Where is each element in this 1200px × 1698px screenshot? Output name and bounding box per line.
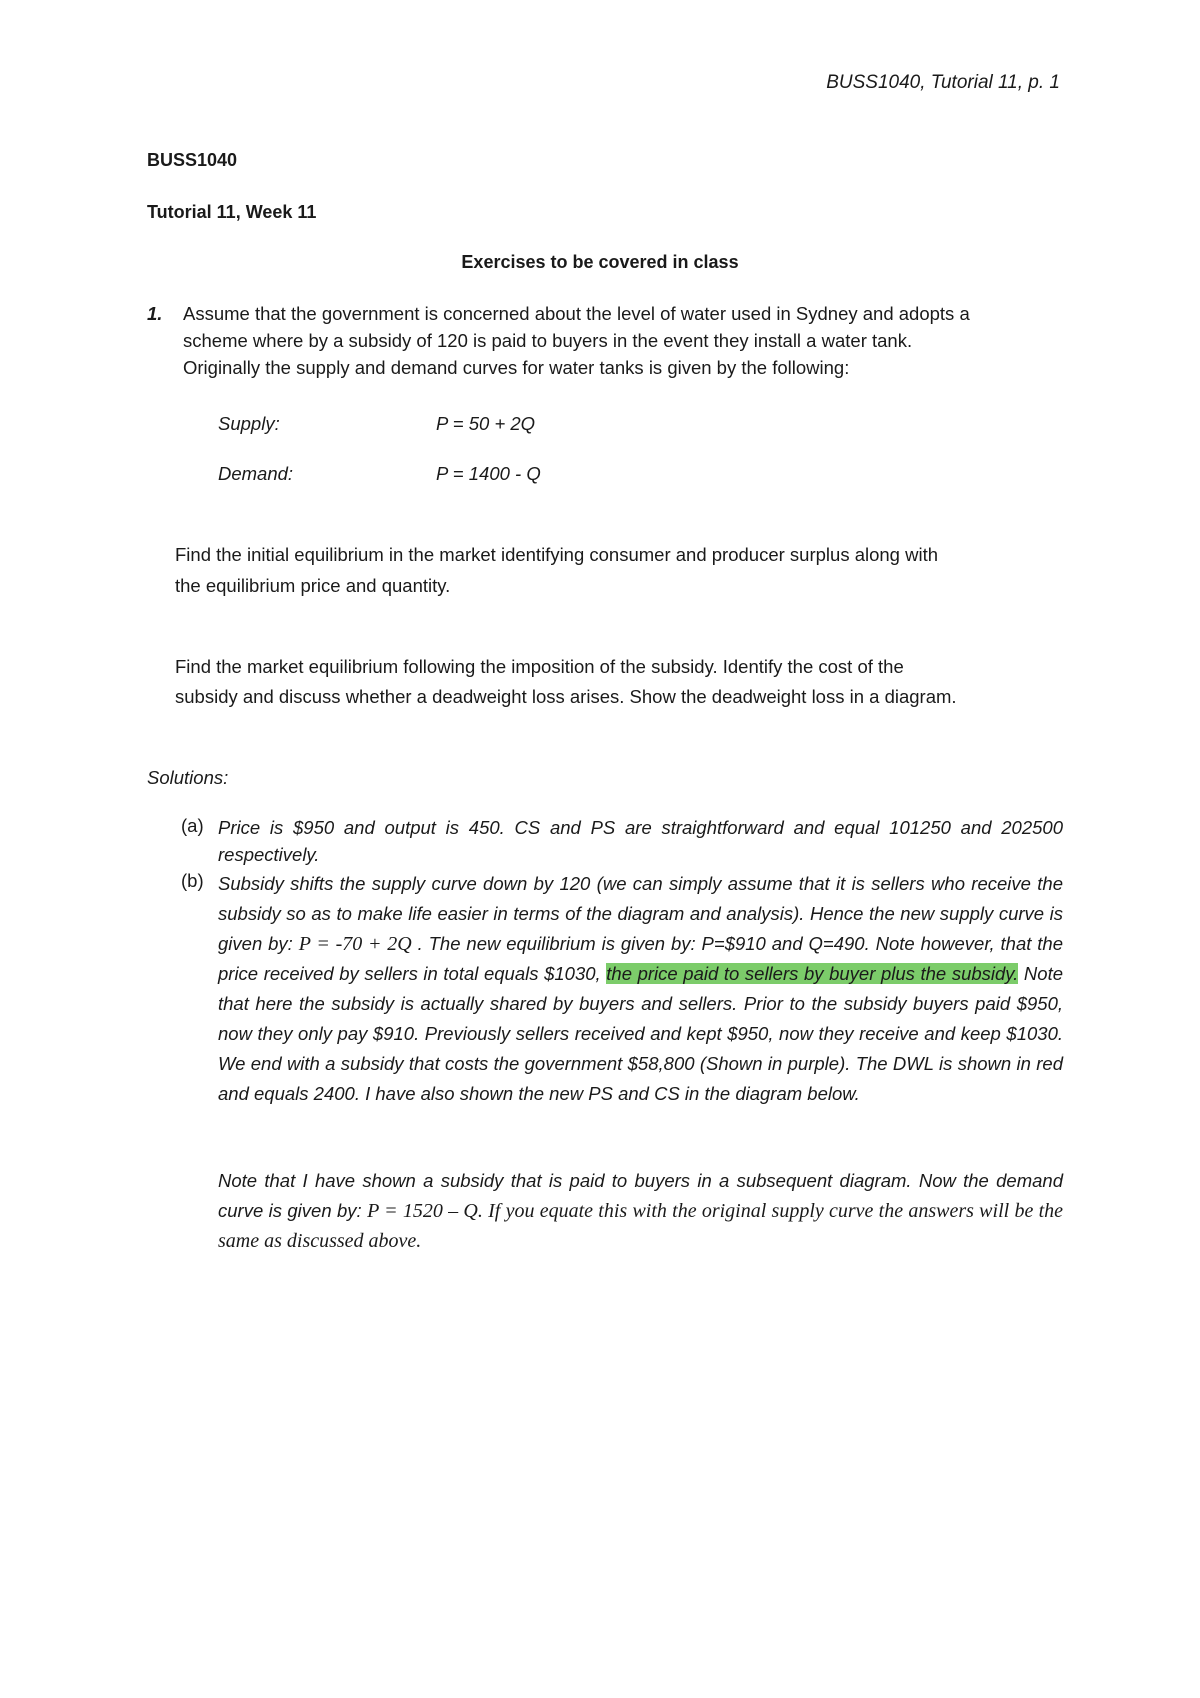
supply-equation: P = 50 + 2Q <box>436 413 536 434</box>
part-a-question-line-1: Find the initial equilibrium in the market identifying consumer and producer surplus along with <box>175 544 939 565</box>
supply-label: Supply: <box>218 413 280 434</box>
question-number: 1. <box>147 303 163 324</box>
solution-b-body-2: . The new equilibrium is given by: P=$910 and Q=490. Note however, that the price received by sellers in total equals $1030, <box>218 933 1063 984</box>
solution-note-body-2: If you equate this with the original supply curve the answers will be the same as discussed above. <box>218 1200 1064 1252</box>
part-b-question-line-2: subsidy and discuss whether a deadweight loss arises. Show the deadweight loss in a diagram. <box>175 686 957 707</box>
solutions-label: Solutions: <box>147 767 229 788</box>
solution-a-text <box>218 814 1063 868</box>
solution-note <box>218 1166 1063 1256</box>
section-heading: Exercises to be covered in class <box>461 252 739 272</box>
course-code: BUSS1040 <box>147 150 238 170</box>
solution-b-highlight: the price paid to sellers by buyer plus the subsidy. <box>606 963 1019 984</box>
question-line-1: Assume that the government is concerned about the level of water used in Sydney and adopts a <box>183 303 970 324</box>
solution-b-body-1: Subsidy shifts the supply curve down by 120 (we can simply assume that it is sellers who receive the subsidy so as to make life easier in terms of the diagram and analysis). Hence the new supply curve is given by: <box>218 873 1063 954</box>
solution-b-equation: P = -70 + 2Q <box>298 933 412 955</box>
tutorial-subtitle: Tutorial 11, Week 11 <box>147 202 317 222</box>
question-line-2: scheme where by a subsidy of 120 is paid to buyers in the event they install a water tank. <box>183 330 913 351</box>
running-header: BUSS1040, Tutorial 11, p. 1 <box>826 72 1060 93</box>
solution-b-body-3: Note that here the subsidy is actually shared by buyers and sellers. Prior to the subsidy buyers paid $950, now they only pay $910. Previously sellers received and kept $950, now they receive and keep $1030. We end with a subsidy that costs the government $58,800 (Shown in purple). The DWL is shown in red and equals 2400. I have also shown the new PS and CS in the diagram below. <box>218 963 1064 1104</box>
part-a-question-line-2: the equilibrium price and quantity. <box>175 575 451 596</box>
solution-a-letter: (a) <box>181 815 204 836</box>
part-b-question-line-1: Find the market equilibrium following the imposition of the subsidy. Identify the cost of the <box>175 656 904 677</box>
solution-b-text <box>218 869 1063 1109</box>
demand-label: Demand: <box>218 463 294 484</box>
solution-a-body: Price is $950 and output is 450. CS and PS are straightforward and equal 101250 and 202500 respectively. <box>218 817 1063 865</box>
question-line-3: Originally the supply and demand curves for water tanks is given by the following: <box>183 357 850 378</box>
solution-note-body-1: Note that I have shown a subsidy that is paid to buyers in a subsequent diagram. Now the demand curve is given by: <box>218 1170 1063 1221</box>
solution-b-letter: (b) <box>181 870 204 891</box>
demand-equation: P = 1400 - Q <box>436 463 541 484</box>
solution-note-equation: P = 1520 – Q. <box>367 1200 483 1222</box>
